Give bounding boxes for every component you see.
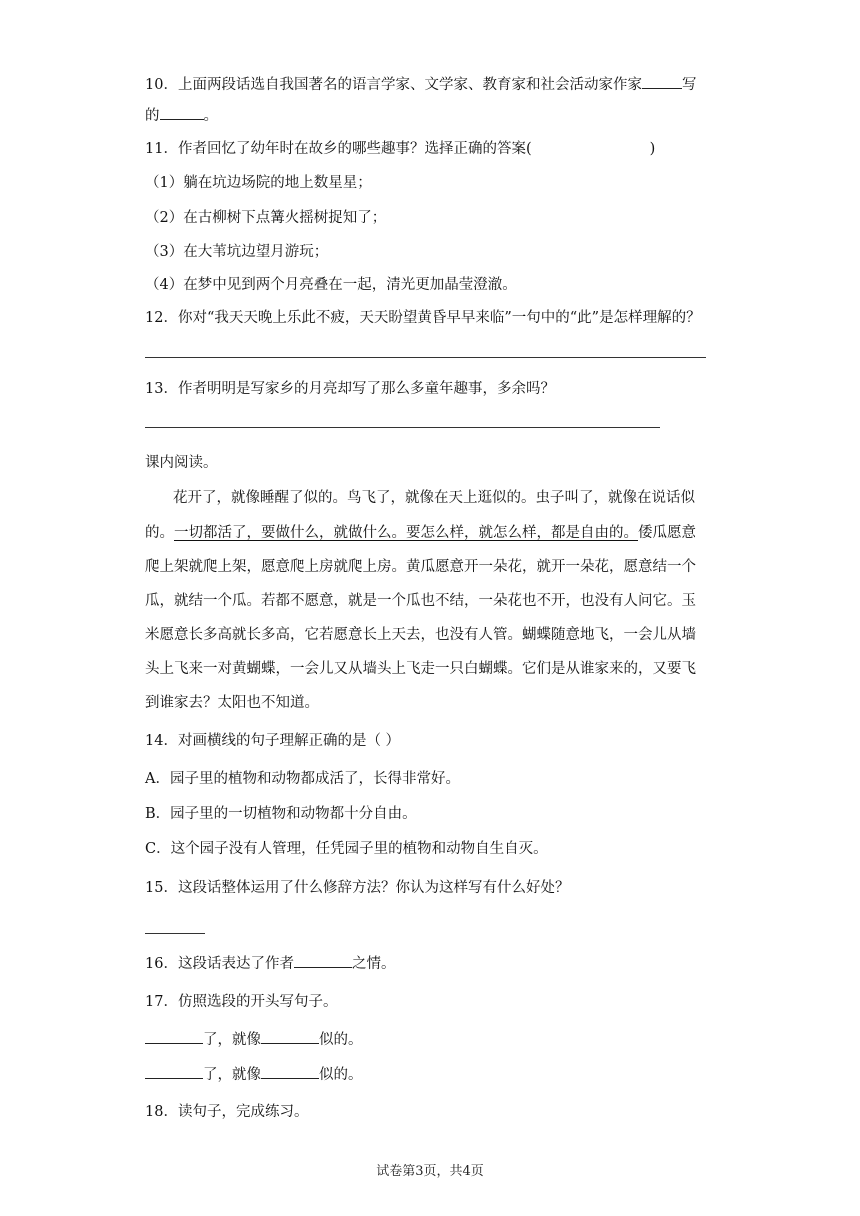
page-footer: 试卷第3页，共4页: [376, 1164, 484, 1179]
q18-stem: 18．读句子，完成练习。: [145, 1104, 309, 1120]
q15-stem: 15．这段话整体运用了什么修辞方法？你认为这样写有什么好处？: [145, 880, 570, 896]
passage-line: 米愿意长多高就长多高，它若愿意长上天去，也没有人管。蝴蝶随意地飞，一会儿从墙: [145, 627, 696, 643]
q10-line2: 的 。: [145, 105, 218, 127]
q11-option-1: （1）躺在坑边场院的地上数星星；: [145, 175, 372, 191]
passage-line: 花开了，就像睡醒了似的。鸟飞了，就像在天上逛似的。虫子叫了，就像在说话似: [173, 490, 695, 506]
q17-sentence-1: 了，就像 似的。: [145, 1029, 363, 1051]
passage-line: 到谁家去？太阳也不知道。: [145, 695, 319, 711]
q11-option-4: （4）在梦中见到两个月亮叠在一起，清光更加晶莹澄澈。: [145, 277, 517, 293]
q11-stem: 11．作者回忆了幼年时在故乡的哪些趣事？选择正确的答案( ): [145, 141, 656, 157]
answer-blank[interactable]: [294, 953, 352, 968]
q16-line: 16．这段话表达了作者 之情。: [145, 953, 395, 975]
answer-blank[interactable]: [145, 1064, 203, 1079]
underlined-sentence: 一切都活了，要做什么，就做什么。要怎么样，就怎么样，都是自由的。: [174, 525, 638, 541]
q12-stem: 12．你对“我天天晚上乐此不疲，天天盼望黄昏早早来临”一句中的“此”是怎样理解的？: [145, 310, 701, 326]
q13-stem: 13．作者明明是写家乡的月亮却写了那么多童年趣事，多余吗？: [145, 381, 555, 397]
passage-line: 头上飞来一对黄蝴蝶，一会儿又从墙头上飞走一只白蝴蝶。它们是从谁家来的，又要飞: [145, 661, 696, 677]
answer-blank[interactable]: [145, 1029, 203, 1044]
answer-line[interactable]: [145, 933, 205, 934]
q14-option-c[interactable]: C．这个园子没有人管理，任凭园子里的植物和动物自生自灭。: [145, 841, 548, 857]
passage-line: 爬上架就爬上架，愿意爬上房就爬上房。黄瓜愿意开一朵花，就开一朵花，愿意结一个: [145, 559, 696, 575]
answer-line[interactable]: [145, 427, 660, 428]
answer-blank[interactable]: [160, 105, 204, 120]
answer-blank[interactable]: [261, 1029, 319, 1044]
q17-sentence-2: 了，就像 似的。: [145, 1064, 363, 1086]
passage-line: 瓜，就结一个瓜。若都不愿意，就是一个瓜也不结，一朵花也不开，也没有人问它。玉: [145, 593, 696, 609]
q11-option-3: （3）在大苇坑边望月游玩；: [145, 244, 329, 260]
section-title: 课内阅读。: [145, 455, 218, 471]
answer-blank[interactable]: [642, 74, 682, 89]
q14-option-b[interactable]: B．园子里的一切植物和动物都十分自由。: [145, 806, 417, 822]
q10-line1: 10．上面两段话选自我国著名的语言学家、文学家、教育家和社会活动家作家 写: [145, 74, 696, 96]
q17-stem: 17．仿照选段的开头写句子。: [145, 994, 338, 1010]
q11-option-2: （2）在古柳树下点篝火摇树捉知了；: [145, 210, 387, 226]
answer-blank[interactable]: [261, 1064, 319, 1079]
q14-option-a[interactable]: A．园子里的植物和动物都成活了，长得非常好。: [145, 771, 460, 787]
passage-line: 的。一切都活了，要做什么，就做什么。要怎么样，就怎么样，都是自由的。倭瓜愿意: [145, 525, 696, 541]
q14-stem: 14．对画横线的句子理解正确的是（ ）: [145, 733, 401, 749]
answer-line[interactable]: [145, 357, 706, 358]
